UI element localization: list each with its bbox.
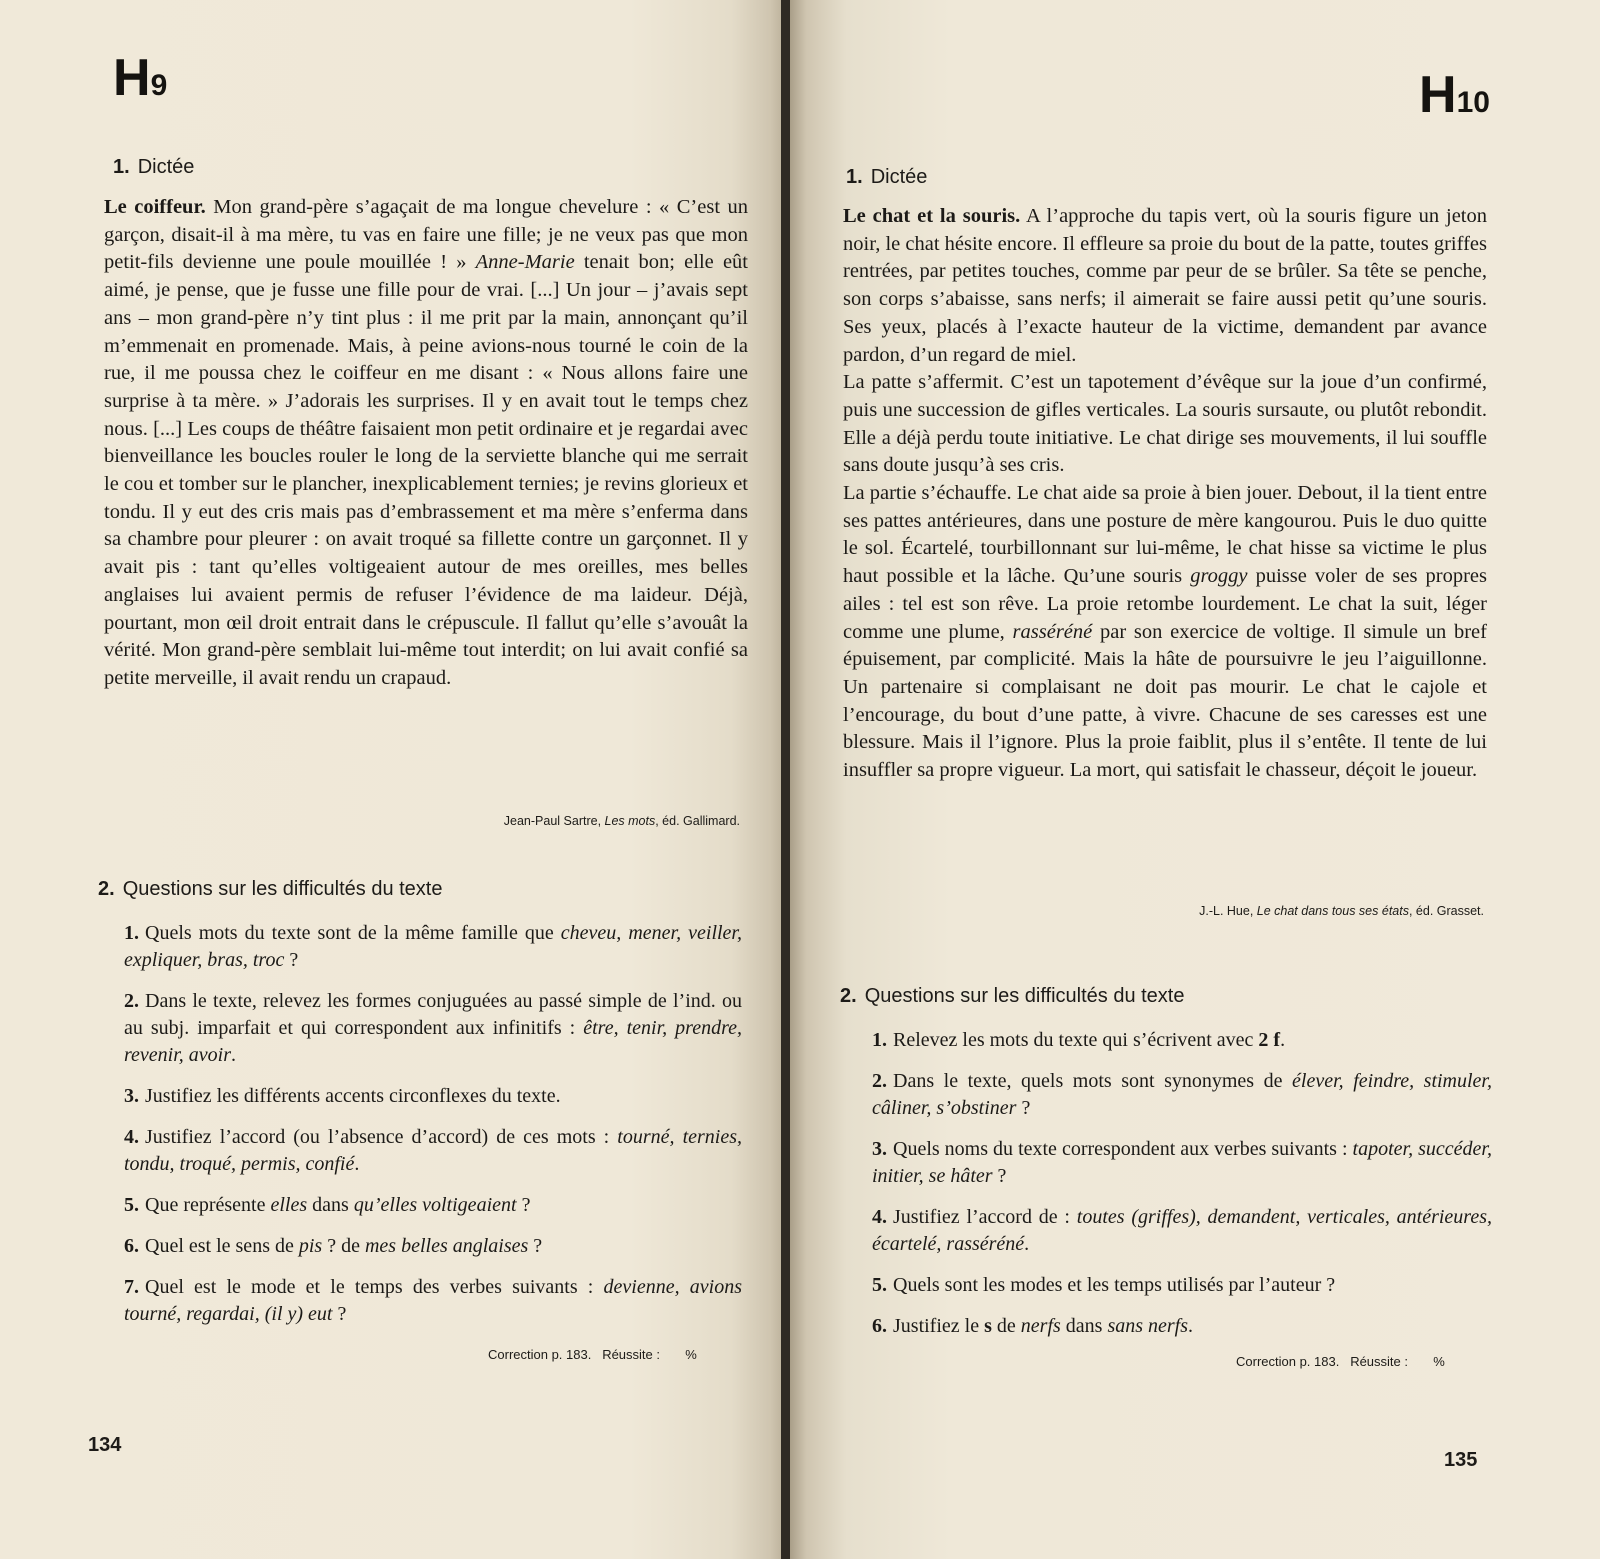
left-question <box>124 1233 742 1260</box>
right-dictation-p3a: La partie s’échauffe. Le chat aide sa proie à bien jouer. Debout, il la tient entre ses pattes antérieures, dans une posture de mère kangourou. Puis le duo quitte le sol. Écartelé, tourbillonnant sur lui-même, le chat hisse sa victime le plus haut possible et la lâche. Qu’une souris <box>843 482 1487 588</box>
question-tail: . <box>1024 1233 1030 1255</box>
left-section2-num: 2. <box>98 878 115 900</box>
question-number: 3. <box>872 1138 887 1160</box>
question-text: Dans le texte, relevez les formes conjuguées au passé simple de l’ind. ou au subj. imparfait et qui correspondent aux infinitifs : <box>124 990 742 1039</box>
question-number: 7. <box>124 1276 139 1298</box>
left-dictation-title: Le coiffeur. <box>104 196 206 218</box>
question-text: Quels mots du texte sont de la même famille que <box>145 922 561 944</box>
right-page <box>790 0 1600 1559</box>
right-credit <box>1040 904 1484 918</box>
left-correction: Correction p. 183. <box>488 1347 592 1362</box>
question-italic-2: mes belles anglaises <box>364 1235 529 1257</box>
left-questions-list <box>124 920 742 1342</box>
question-tail: ? de <box>322 1235 365 1257</box>
question-italic: nerfs <box>1020 1315 1061 1337</box>
question-italic-2: qu’elles voltigeaient <box>353 1194 517 1216</box>
question-tail-2: ? <box>528 1235 543 1257</box>
left-page <box>0 0 786 1559</box>
question-number: 4. <box>872 1206 887 1228</box>
left-dictation-part-b: tenait bon; elle eût aimé, je pense, que je fusse une fille pour de vrai. [...] Un jour – j’avais sept ans – mon grand-père n’y tint plus : il me prit par la main, annonçant qu’il m’emmenait en promenade. Mais, à peine avions-nous tourné le coin de la rue, il me poussa chez le coiffeur en me disant : « Nous allons faire une surprise à ta mère. » J’adorais les surprises. Il y en avait tout le temps chez nous. [...] Les coups de théâtre faisaient mon petit ordinaire et je regardai avec bienveillance les boucles rouler le long de la serviette blanche qui me serrait le cou et tomber sur le plancher, inexplicablement ternies; je revins glorieux et tondu. Il y eut des cris mais pas d’embrassement et ma mère s’enferma dans sa chambre pour pleurer : on avait troqué sa fillette contre un garçonnet. Il y avait pis : tant qu’elles voltigeaient autour de mes oreilles, mes belles anglaises lui avaient permis de refuser l’évidence de ma laideur. Déjà, pourtant, mon œil droit entrait dans le crépuscule. Il fallut qu’elle s’avouât la vérité. Mon grand-père semblait lui-même tout interdit; on lui avait confié sa petite merveille, il avait rendu un crapaud. <box>104 251 748 689</box>
left-question <box>124 920 742 974</box>
left-section1-title: Dictée <box>137 156 195 178</box>
question-text: Justifiez le <box>893 1315 985 1337</box>
left-credit-work: Les mots <box>604 814 656 828</box>
right-questions-list <box>872 1027 1492 1354</box>
question-italic: devienne, avions tourné, regardai, (il y) eut <box>124 1276 743 1325</box>
left-question <box>124 1192 742 1219</box>
left-section2-heading <box>98 878 442 901</box>
left-credit-publisher: , éd. Gallimard. <box>655 814 740 828</box>
question-tail: ? <box>1016 1097 1031 1119</box>
right-section-code <box>1419 66 1490 124</box>
right-correction: Correction p. 183. <box>1236 1354 1340 1369</box>
question-text: Justifiez les différents accents circonflexes du texte. <box>145 1085 561 1107</box>
right-code-letter: H <box>1419 66 1457 124</box>
question-tail: . <box>354 1153 360 1175</box>
right-credit-work: Le chat dans tous ses états <box>1256 904 1409 918</box>
right-section1-num: 1. <box>846 166 863 188</box>
right-dictation-p3b: puisse voler de ses propres ailes : tel est son rêve. La proie retombe lourdement. Le chat la suit, léger comme une plume, <box>843 565 1487 643</box>
left-section2-title: Questions sur les difficultés du texte <box>122 878 443 900</box>
question-tail: ? <box>284 949 299 971</box>
question-bold: 2 f <box>1258 1029 1281 1051</box>
right-reussite: Réussite : <box>1350 1354 1408 1369</box>
right-credit-publisher: , éd. Grasset. <box>1408 904 1484 918</box>
right-dictation-title: Le chat et la souris. <box>843 205 1021 227</box>
question-tail-2: ? <box>516 1194 531 1216</box>
left-code-letter: H <box>113 49 151 107</box>
right-question <box>872 1027 1492 1054</box>
right-section1-heading <box>846 166 927 189</box>
left-code-number: 9 <box>150 69 168 102</box>
right-code-number: 10 <box>1456 86 1490 119</box>
right-dictation-p2: La patte s’affermit. C’est un tapotement d’évêque sur la joue d’un confirmé, puis une succession de gifles verticales. La souris sursaute, ou plutôt rebondit. Elle a déjà perdu toute initiative. Le chat dirige ses mouvements, il lui souffle sans doute jusqu’à ses cris. <box>843 371 1487 477</box>
right-dictation-p3c: par son exercice de voltige. Il simule un bref épuisement, par complicité. Mais la hâte de poursuivre le jeu l’aiguillonne. Un partenaire si complaisant ne doit pas mourir. Le chat le cajole et l’encourage, du bout d’une patte, à vivre. Chacune de ses caresses est une blessure. Mais il l’ignore. Plus la proie faiblit, plus il s’entête. Il tente de lui insuffler sa propre vigueur. La mort, qui satisfait le chasseur, déçoit le joueur. <box>843 620 1487 782</box>
left-dictation-text <box>104 194 748 693</box>
right-question <box>872 1313 1492 1340</box>
question-tail-3: . <box>1188 1315 1194 1337</box>
question-number: 5. <box>872 1274 887 1296</box>
question-tail: dans <box>307 1194 354 1216</box>
question-text: Quel est le mode et le temps des verbes suivants : <box>145 1276 604 1298</box>
right-page-number: 135 <box>1444 1449 1478 1471</box>
question-italic: tourné, ternies, tondu, troqué, permis, confié <box>124 1126 743 1175</box>
right-dictation-p1: A l’approche du tapis vert, où la souris figure un jeton noir, le chat hésite encore. Il effleure sa proie du bout de la patte, toutes griffes rentrées, par petites touches, comme par peur de se brûler. Sa tête se penche, son corps s’abaisse, sans nerfs; il aimerait se faire aussi petit qu’une souris. Ses yeux, placés à l’exacte hauteur de la victime, demandent par avance pardon, d’un regard de miel. <box>843 205 1487 366</box>
question-tail: ? <box>332 1303 347 1325</box>
right-section2-num: 2. <box>840 985 857 1007</box>
question-italic: cheveu, mener, veiller, expliquer, bras, troc <box>124 922 743 971</box>
question-number: 2. <box>872 1070 887 1092</box>
right-question <box>872 1272 1492 1299</box>
question-text: Relevez les mots du texte qui s’écrivent avec <box>893 1029 1259 1051</box>
question-tail: de <box>991 1315 1021 1337</box>
question-bold: s <box>984 1315 992 1337</box>
left-page-number: 134 <box>88 1434 122 1456</box>
left-reussite: Réussite : <box>602 1347 660 1362</box>
question-italic: pis <box>298 1235 323 1257</box>
left-question <box>124 988 742 1069</box>
left-section-code <box>113 49 168 107</box>
question-number: 6. <box>124 1235 139 1257</box>
question-number: 6. <box>872 1315 887 1337</box>
question-number: 5. <box>124 1194 139 1216</box>
question-number: 2. <box>124 990 139 1012</box>
question-italic: toutes (griffes), demandent, verticales, antérieures, écartelé, rasséréné <box>872 1206 1492 1255</box>
left-credit-author: Jean-Paul Sartre, <box>503 814 605 828</box>
question-number: 3. <box>124 1085 139 1107</box>
question-italic-2: sans nerfs <box>1107 1315 1189 1337</box>
question-text: Quels sont les modes et les temps utilisés par l’auteur ? <box>893 1274 1336 1296</box>
question-italic: tapoter, succéder, initier, se hâter <box>872 1138 1492 1187</box>
left-correction-line <box>488 1347 697 1362</box>
right-question <box>872 1204 1492 1258</box>
right-section2-heading <box>840 985 1184 1008</box>
right-percent: % <box>1433 1354 1445 1369</box>
question-italic: élever, feindre, stimuler, câliner, s’obstiner <box>872 1070 1493 1119</box>
right-dictation-groggy: groggy <box>1190 565 1248 588</box>
question-tail: ? <box>992 1165 1007 1187</box>
question-tail-2: dans <box>1060 1315 1108 1337</box>
question-tail: . <box>231 1044 237 1066</box>
question-text: Dans le texte, quels mots sont synonymes de <box>893 1070 1293 1092</box>
right-dictation-rasserene: rasséréné <box>1012 620 1093 643</box>
left-credit <box>300 814 740 828</box>
left-question <box>124 1083 742 1110</box>
right-section2-title: Questions sur les difficultés du texte <box>864 985 1185 1007</box>
question-text: Justifiez l’accord (ou l’absence d’accord) de ces mots : <box>145 1126 618 1148</box>
right-dictation-text <box>843 203 1487 785</box>
question-italic: elles <box>270 1194 308 1216</box>
right-correction-line <box>1236 1354 1445 1369</box>
left-section1-num: 1. <box>113 156 130 178</box>
question-text: Quels noms du texte correspondent aux verbes suivants : <box>893 1138 1353 1160</box>
question-tail: . <box>1280 1029 1286 1051</box>
question-text: Justifiez l’accord de : <box>893 1206 1077 1228</box>
left-dictation-part-a: Mon grand-père s’agaçait de ma longue chevelure : « C’est un garçon, disait-il à ma mère, tu vas en faire une fille; je ne veux pas que mon petit-fils devienne une poule mouillée ! » <box>104 196 749 274</box>
question-number: 1. <box>124 922 139 944</box>
right-section1-title: Dictée <box>870 166 928 188</box>
question-text: Quel est le sens de <box>145 1235 299 1257</box>
right-credit-author: J.-L. Hue, <box>1199 904 1257 918</box>
left-question <box>124 1124 742 1178</box>
left-dictation-name: Anne-Marie <box>475 251 575 274</box>
left-question <box>124 1274 742 1328</box>
question-number: 4. <box>124 1126 139 1148</box>
question-text: Que représente <box>145 1194 271 1216</box>
question-number: 1. <box>872 1029 887 1051</box>
left-percent: % <box>685 1347 697 1362</box>
right-question <box>872 1136 1492 1190</box>
question-italic: être, tenir, prendre, revenir, avoir <box>124 1017 743 1066</box>
right-question <box>872 1068 1492 1122</box>
left-section1-heading <box>113 156 194 179</box>
